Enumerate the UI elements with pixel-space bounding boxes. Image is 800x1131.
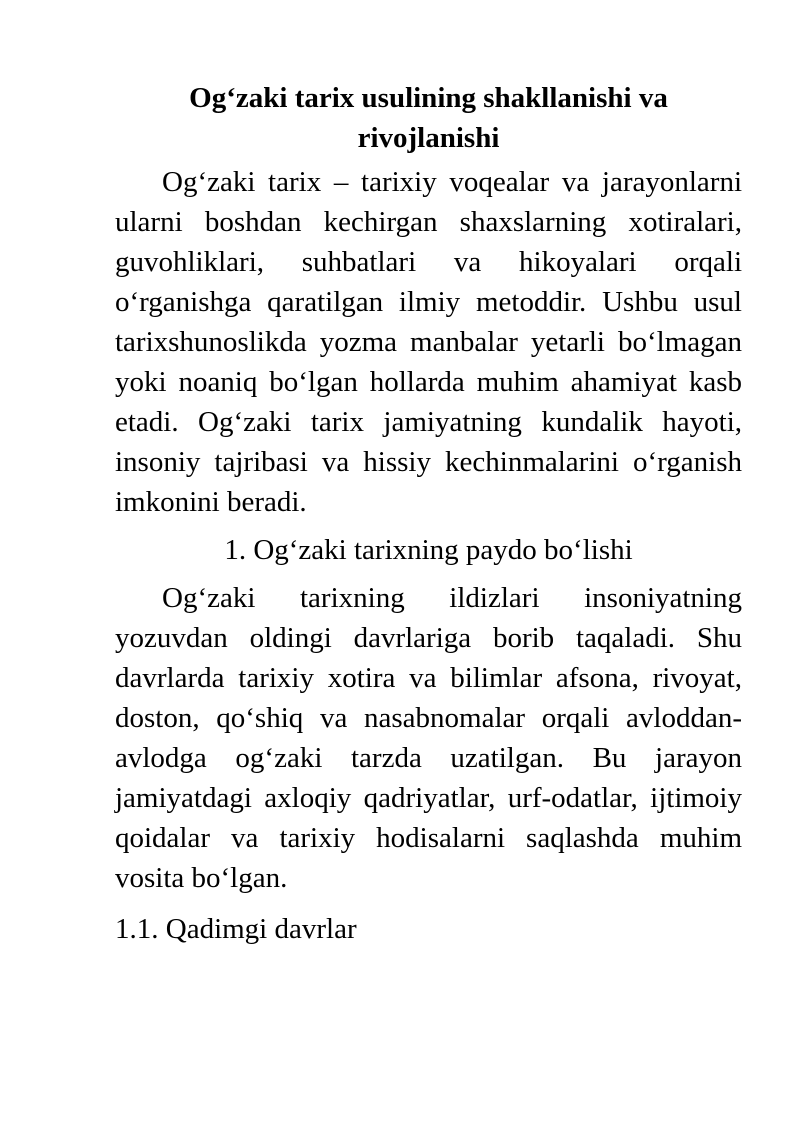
section-paragraph: Og‘zaki tarixning ildizlari insoniyatning yozuvdan oldingi davrlariga borib taqaladi. Shu davrlarda tarixiy xotira va bilimlar afsona, rivoyat, doston, qo‘shiq va nasabnomalar orqali avloddan-avlodga og‘zaki tarzda uzatilgan. Bu jarayon jamiyatdagi axloqiy qadriyatlar, urf-odatlar, ijtimoiy qoidalar va tarixiy hodisalarni saqlashda muhim vosita bo‘lgan.: [115, 582, 742, 894]
document-title: Og‘zaki tarix usulining shakllanishi va rivojlanishi: [189, 82, 668, 154]
subsection-heading: 1.1. Qadimgi davrlar: [115, 913, 357, 945]
section-heading: 1. Og‘zaki tarixning paydo bo‘lishi: [224, 534, 633, 566]
intro-paragraph: Og‘zaki tarix – tarixiy voqealar va jarayonlarni ularni boshdan kechirgan shaxslarning xotiralari, guvohliklari, suhbatlari va hikoyalari orqali o‘rganishga qaratilgan ilmiy metoddir. Ushbu usul tarixshunoslikda yozma manbalar yetarli bo‘lmagan yoki noaniq bo‘lgan hollarda muhim ahamiyat kasb etadi. Og‘zaki tarix jamiyatning kundalik hayoti, insoniy tajribasi va hissiy kechinmalarini o‘rganish imkonini beradi.: [115, 166, 742, 518]
document-body: [115, 78, 742, 949]
